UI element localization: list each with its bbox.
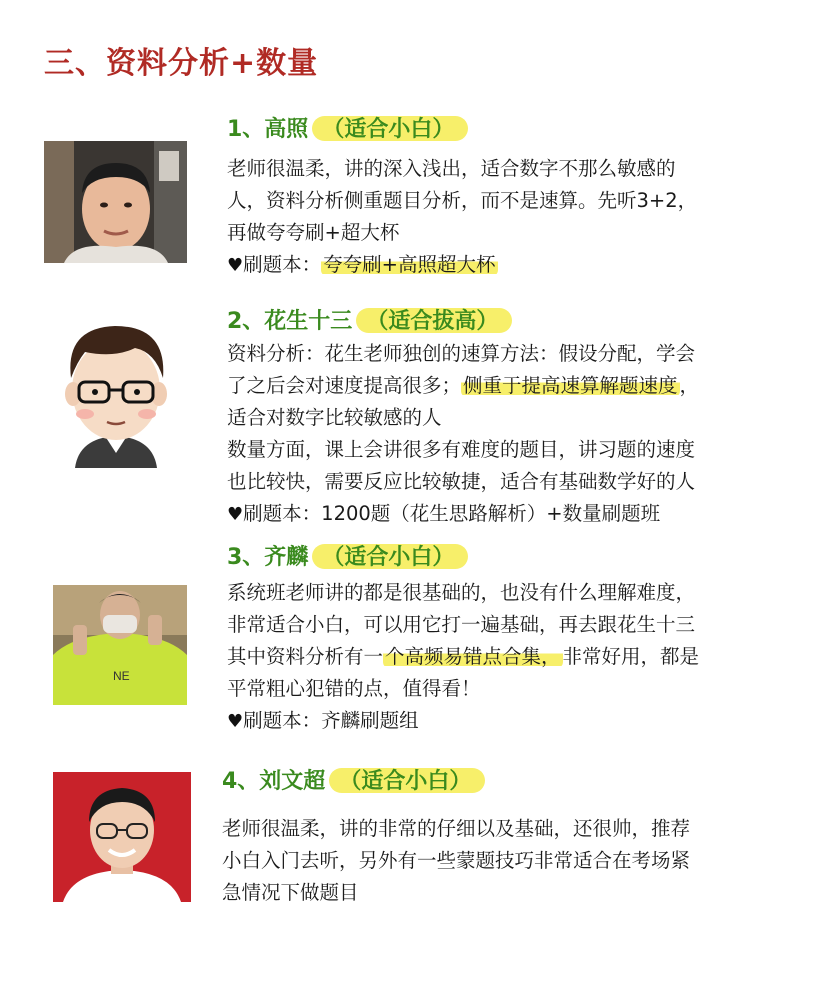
- teacher-name-liuwenchao: 4、刘文超 （适合小白）: [222, 764, 485, 795]
- highlight-text: 个高频易错点合集，: [385, 645, 561, 668]
- svg-text:NE: NE: [113, 669, 130, 683]
- teacher-name-qilin: 3、齐麟 （适合小白）: [227, 540, 468, 571]
- teacher-description-huasheng: 资料分析：花生老师独创的速算方法：假设分配，学会 了之后会对速度提高很多； 侧重于提高速算解题速度 ， 适合对数字比较敏感的人 数量方面，课上会讲很多有难度的题目，讲习题的速度 也比较快，需要反应比较敏捷，适合有基础数学好的人 ♥刷题本：1200题（花生思路解析）+数量刷题班: [227, 338, 699, 531]
- practice-books: ♥刷题本：1200题（花生思路解析）+数量刷题班: [227, 502, 661, 525]
- teacher-description-liuwenchao: 老师很温柔，讲的非常的仔细以及基础，还很帅，推荐 小白入门去听，另外有一些蒙题技巧非常适合在考场紧 急情况下做题目: [222, 817, 691, 904]
- suitability-tag: （适合拔高）: [356, 304, 512, 335]
- practice-books: ♥刷题本：齐麟刷题组: [227, 709, 419, 732]
- heart-icon: ♥: [227, 711, 244, 732]
- teacher-description-qilin: 系统班老师讲的都是很基础的，也没有什么理解难度， 非常适合小白，可以用它打一遍基础，再去跟花生十三 其中资料分析有一 个高频易错点合集， 非常好用，都是 平常粗心犯错的点，值得看！ ♥刷题本：齐麟刷题组: [227, 577, 699, 738]
- teacher-name-gaozhao: 1、高照 （适合小白）: [227, 112, 468, 143]
- suitability-tag: （适合小白）: [312, 540, 468, 571]
- page-title: 三、资料分析+数量: [44, 46, 319, 81]
- teacher-photo-qilin: [53, 585, 187, 705]
- heart-icon: ♥: [227, 255, 244, 276]
- practice-books: ♥刷题本： 夸夸刷+高照超大杯: [227, 253, 496, 276]
- teacher-description-gaozhao: 老师很温柔，讲的深入浅出，适合数字不那么敏感的 人，资料分析侧重题目分析，而不是速算。先听3+2， 再做夸夸刷+超大杯 ♥刷题本： 夸夸刷+高照超大杯: [227, 153, 697, 282]
- teacher-photo-gaozhao: [44, 141, 187, 263]
- highlight-text: 侧重于提高速算解题速度: [463, 374, 678, 397]
- suitability-tag: （适合小白）: [312, 112, 468, 143]
- suitability-tag: （适合小白）: [329, 764, 485, 795]
- heart-icon: ♥: [227, 504, 244, 525]
- teacher-name-huasheng: 2、花生十三 （适合拔高）: [227, 304, 512, 335]
- teacher-photo-liuwenchao: [53, 772, 191, 902]
- teacher-avatar-huasheng: [55, 318, 177, 468]
